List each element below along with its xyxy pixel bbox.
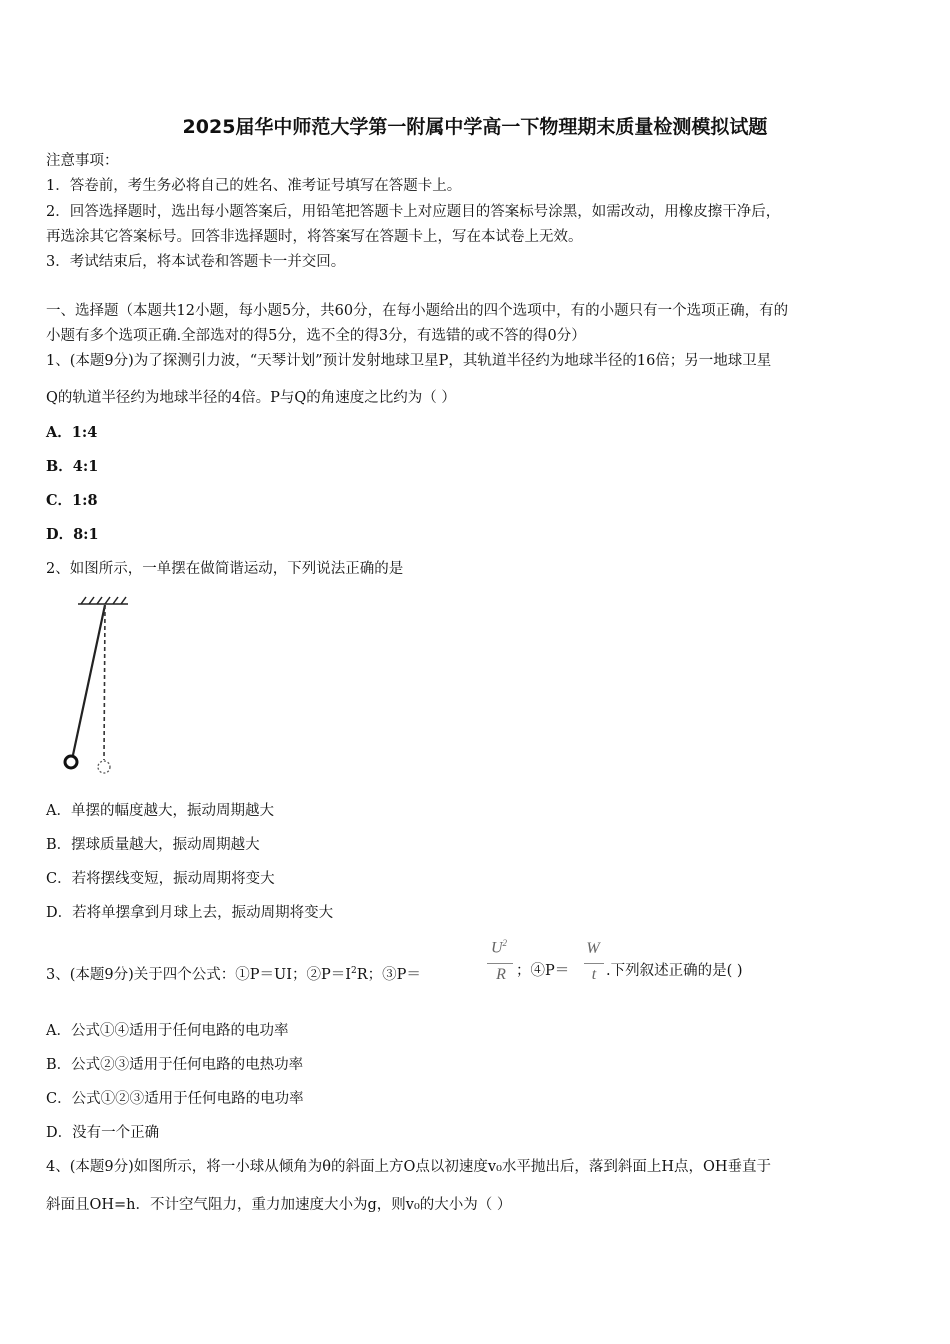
q4-stem-line1: 4、(本题9分)如图所示，将一小球从倾角为θ的斜面上方O点以初速度v₀水平抛出后，落到斜面上H点，OH垂直于	[46, 1159, 772, 1175]
formula3-numerator: $U^2$	[490, 938, 508, 957]
q1-option-a: A．1:4	[46, 424, 98, 441]
notice-item: 再选涂其它答案标号。回答非选择题时，将答案写在答题卡上，写在本试卷上无效。	[46, 229, 583, 245]
notice-item: 2．回答选择题时，选出每小题答案后，用铅笔把答题卡上对应题目的答案标号涂黑，如需改动，用橡皮擦干净后，	[46, 204, 781, 220]
q2-option-a: A．单摆的幅度越大，振动周期越大	[46, 803, 274, 819]
q3-option-a: A．公式①④适用于任何电路的电功率	[46, 1023, 289, 1039]
section-instructions-line1: 一、选择题（本题共12小题，每小题5分，共60分，在每小题给出的四个选项中，有的小题只有一个选项正确，有的	[46, 303, 789, 319]
q3-mid: R；③P＝	[356, 966, 421, 983]
ceiling-hatch	[78, 597, 128, 604]
pendulum-figure	[56, 592, 146, 782]
q1-option-d: D．8:1	[46, 526, 99, 543]
notice-item: 1．答卷前，考生务必将自己的姓名、准考证号填写在答题卡上。	[46, 178, 462, 194]
q4-stem-line2: 斜面且OH=h．不计空气阻力，重力加速度大小为g，则v₀的大小为（ ）	[46, 1197, 512, 1213]
page-title: 2025届华中师范大学第一附属中学高一下物理期末质量检测模拟试题	[182, 116, 768, 138]
q2-option-b: B．摆球质量越大，振动周期越大	[46, 837, 260, 853]
q2-stem: 2、如图所示，一单摆在做简谐运动，下列说法正确的是	[46, 561, 404, 577]
notice-heading: 注意事项：	[46, 153, 119, 169]
pendulum-string	[73, 605, 105, 755]
section-instructions-line2: 小题有多个选项正确.全部选对的得5分，选不全的得3分，有选错的或不答的得0分）	[46, 328, 586, 344]
q3-suffix: .下列叙述正确的是( )	[606, 963, 743, 979]
q3-option-d: D．没有一个正确	[46, 1125, 160, 1141]
q1-stem-line1: 1、(本题9分)为了探测引力波，“天琴计划”预计发射地球卫星P，其轨道半径约为地球半径的16倍；另一地球卫星	[46, 353, 772, 369]
formula4-denominator: t	[591, 966, 597, 983]
q1-option-b: B．4:1	[46, 458, 99, 475]
notice-item: 3．考试结束后，将本试卷和答题卡一并交回。	[46, 254, 346, 270]
q3-stem	[46, 960, 421, 986]
q1-option-c: C．1:8	[46, 492, 98, 509]
q2-option-c: C．若将摆线变短，振动周期将变大	[46, 871, 275, 887]
q2-option-d: D．若将单摆拿到月球上去，振动周期将变大	[46, 905, 334, 921]
formula4-numerator: W	[586, 940, 600, 957]
formula4-fraction-bar	[584, 963, 604, 964]
equilibrium-line	[104, 605, 105, 760]
q3-option-b: B．公式②③适用于任何电路的电热功率	[46, 1057, 304, 1073]
formula3-fraction-bar	[487, 963, 513, 964]
q1-stem-line2: Q的轨道半径约为地球半径的4倍。P与Q的角速度之比约为（ ）	[46, 390, 456, 406]
q3-sup: 2	[350, 966, 357, 976]
q3-mid2: ；④P＝	[516, 963, 570, 979]
q3-prefix: 3、(本题9分)关于四个公式：①P＝UI；②P＝I	[46, 966, 351, 983]
q3-option-c: C．公式①②③适用于任何电路的电功率	[46, 1091, 304, 1107]
equilibrium-bob	[98, 761, 110, 773]
pendulum-bob	[65, 756, 77, 768]
formula3-denominator: R	[496, 966, 506, 983]
